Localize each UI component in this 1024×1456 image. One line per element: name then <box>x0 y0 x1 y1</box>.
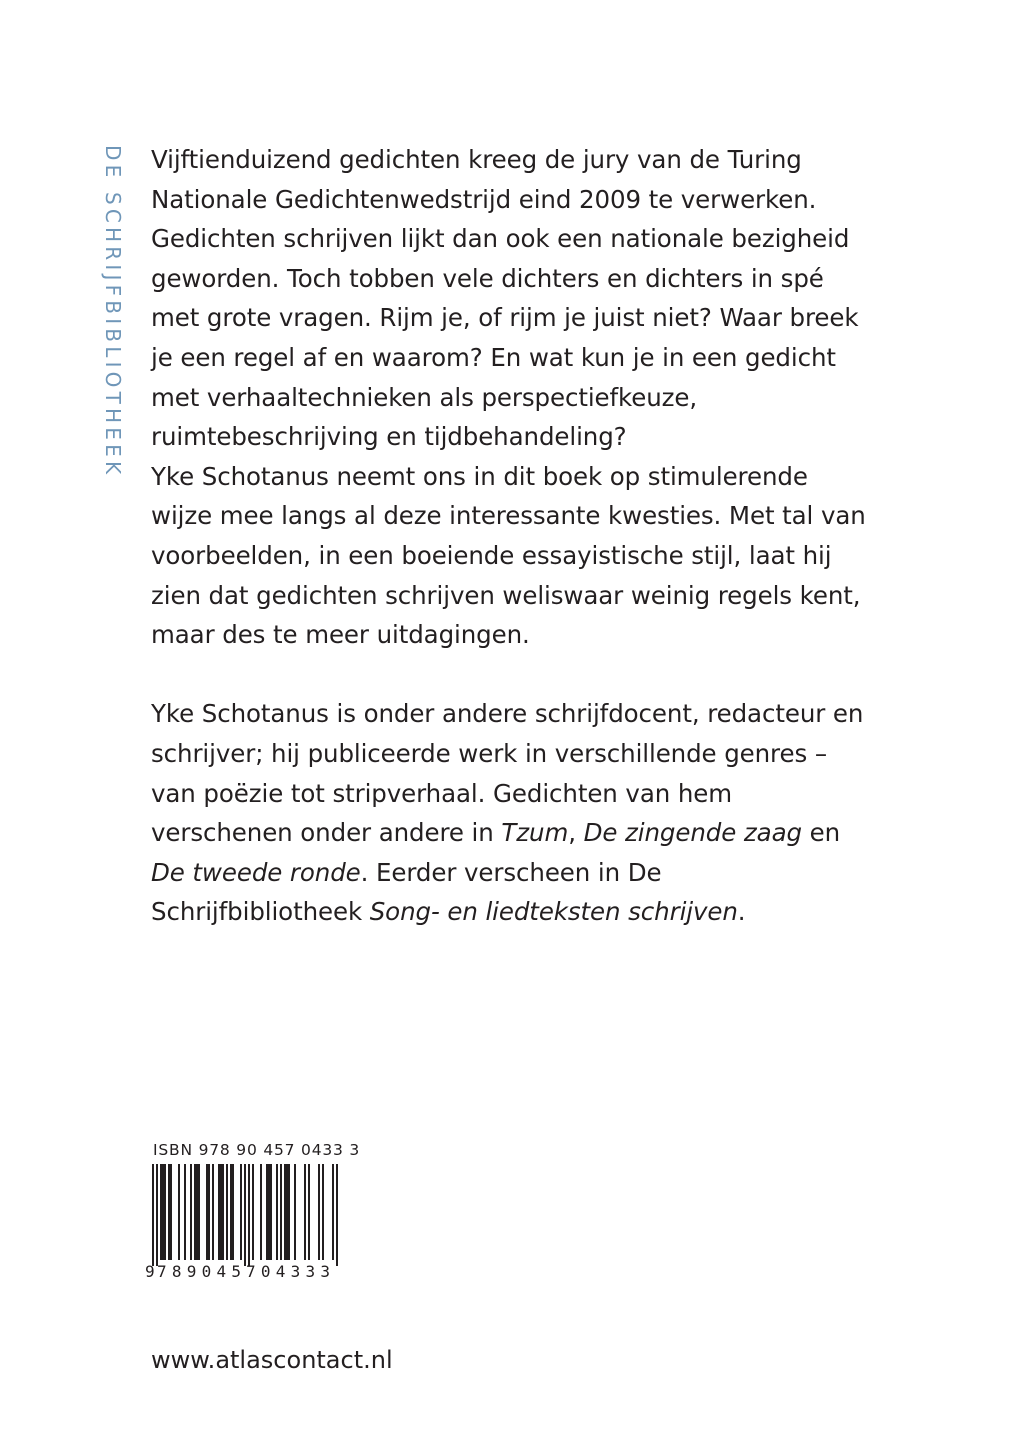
bio-separator: , <box>568 818 584 848</box>
barcode-bar <box>226 1164 228 1260</box>
barcode-bar <box>198 1164 200 1260</box>
bio-separator: en <box>801 818 841 848</box>
barcode-bar <box>178 1164 180 1260</box>
barcode-bar <box>212 1164 214 1260</box>
barcode-bar <box>268 1164 270 1260</box>
barcode-bar <box>240 1164 242 1260</box>
barcode-right-digits: 704333 <box>246 1262 330 1280</box>
barcode-bar <box>284 1164 286 1260</box>
barcode-bar <box>218 1164 220 1260</box>
barcode-bar <box>270 1164 272 1260</box>
bio-title-zingende-zaag: De zingende zaag <box>583 818 802 848</box>
barcode-bar <box>196 1164 198 1260</box>
bio-title-song-teksten: Song- en liedteksten schrijven <box>369 897 738 927</box>
barcode-bar <box>294 1164 296 1260</box>
barcode-bar <box>220 1164 222 1260</box>
bio-intro: Yke Schotanus is onder andere schrijfdocent, redacteur en schrijver; hij publiceerde werk in verschillende genres – van poëzie tot stripverhaal. Gedichten van hem verschenen onder andere in <box>151 699 864 848</box>
barcode-bar <box>230 1164 232 1260</box>
barcode-bar <box>260 1164 262 1260</box>
barcode-bar <box>160 1164 162 1260</box>
barcode-left-digits: 789045 <box>157 1262 241 1280</box>
barcode-bar <box>232 1164 234 1260</box>
barcode-bar <box>170 1164 172 1260</box>
barcode-bar <box>276 1164 278 1260</box>
barcode-bar <box>184 1164 186 1260</box>
barcode-bar <box>162 1164 164 1260</box>
publisher-website[interactable]: www.atlascontact.nl <box>151 1346 393 1374</box>
author-bio <box>151 694 871 932</box>
isbn-label: ISBN 978 90 457 0433 3 <box>153 1141 361 1159</box>
isbn-barcode <box>140 1160 340 1280</box>
bio-end: . <box>737 897 746 927</box>
barcode-bar <box>280 1164 282 1260</box>
bio-title-tweede-ronde: De tweede ronde <box>151 857 361 887</box>
barcode-bar <box>194 1164 196 1260</box>
barcode-bar <box>222 1164 224 1260</box>
barcode-bar <box>206 1164 208 1260</box>
paragraph-gap <box>151 655 871 695</box>
barcode-bar <box>152 1164 154 1266</box>
barcode-bar <box>190 1164 192 1260</box>
barcode-bar <box>164 1164 166 1260</box>
barcode-bar <box>248 1164 250 1266</box>
back-cover-text <box>151 140 871 932</box>
barcode-bar <box>266 1164 268 1260</box>
bio-middle: . Eerder verscheen in De Schrijfbibliotheek <box>151 857 662 927</box>
barcode-bar <box>252 1164 254 1260</box>
barcode-bar <box>318 1164 320 1260</box>
barcode-bar <box>156 1164 158 1266</box>
barcode-bar <box>304 1164 306 1260</box>
barcode-bar <box>244 1164 246 1266</box>
blurb-paragraph-2: Yke Schotanus neemt ons in dit boek op stimulerende wijze mee langs al deze interessante kwesties. Met tal van voorbeelden, in een boeiende essayistische stijl, laat hij zien dat gedichten schrijven weliswaar weinig regels kent, maar des te meer uitdagingen. <box>151 461 866 650</box>
bio-title-tzum: Tzum <box>501 818 569 848</box>
barcode-first-digit: 9 <box>145 1262 155 1280</box>
barcode-bar <box>208 1164 210 1260</box>
barcode-bar <box>332 1164 334 1260</box>
barcode-bar <box>336 1164 338 1266</box>
blurb-paragraph-1: Vijftienduizend gedichten kreeg de jury van de Turing Nationale Gedichtenwedstrijd eind 2009 te verwerken. Gedichten schrijven lijkt dan ook een nationale bezigheid geworden. Toch tobben vele dichters en dichters in spé met grote vragen. Rijm je, of rijm je juist niet? Waar breek je een regel af en waarom? En wat kun je in een gedicht met verhaaltechnieken als perspectiefkeuze, ruimtebeschrijving en tijdbehandeling? <box>151 145 859 452</box>
barcode-bar <box>168 1164 170 1260</box>
barcode-bar <box>288 1164 290 1260</box>
barcode-bar <box>308 1164 310 1260</box>
series-label: DE SCHRIJFBIBLIOTHEEK <box>101 145 125 479</box>
barcode-bar <box>322 1164 324 1260</box>
barcode-bar <box>286 1164 288 1260</box>
